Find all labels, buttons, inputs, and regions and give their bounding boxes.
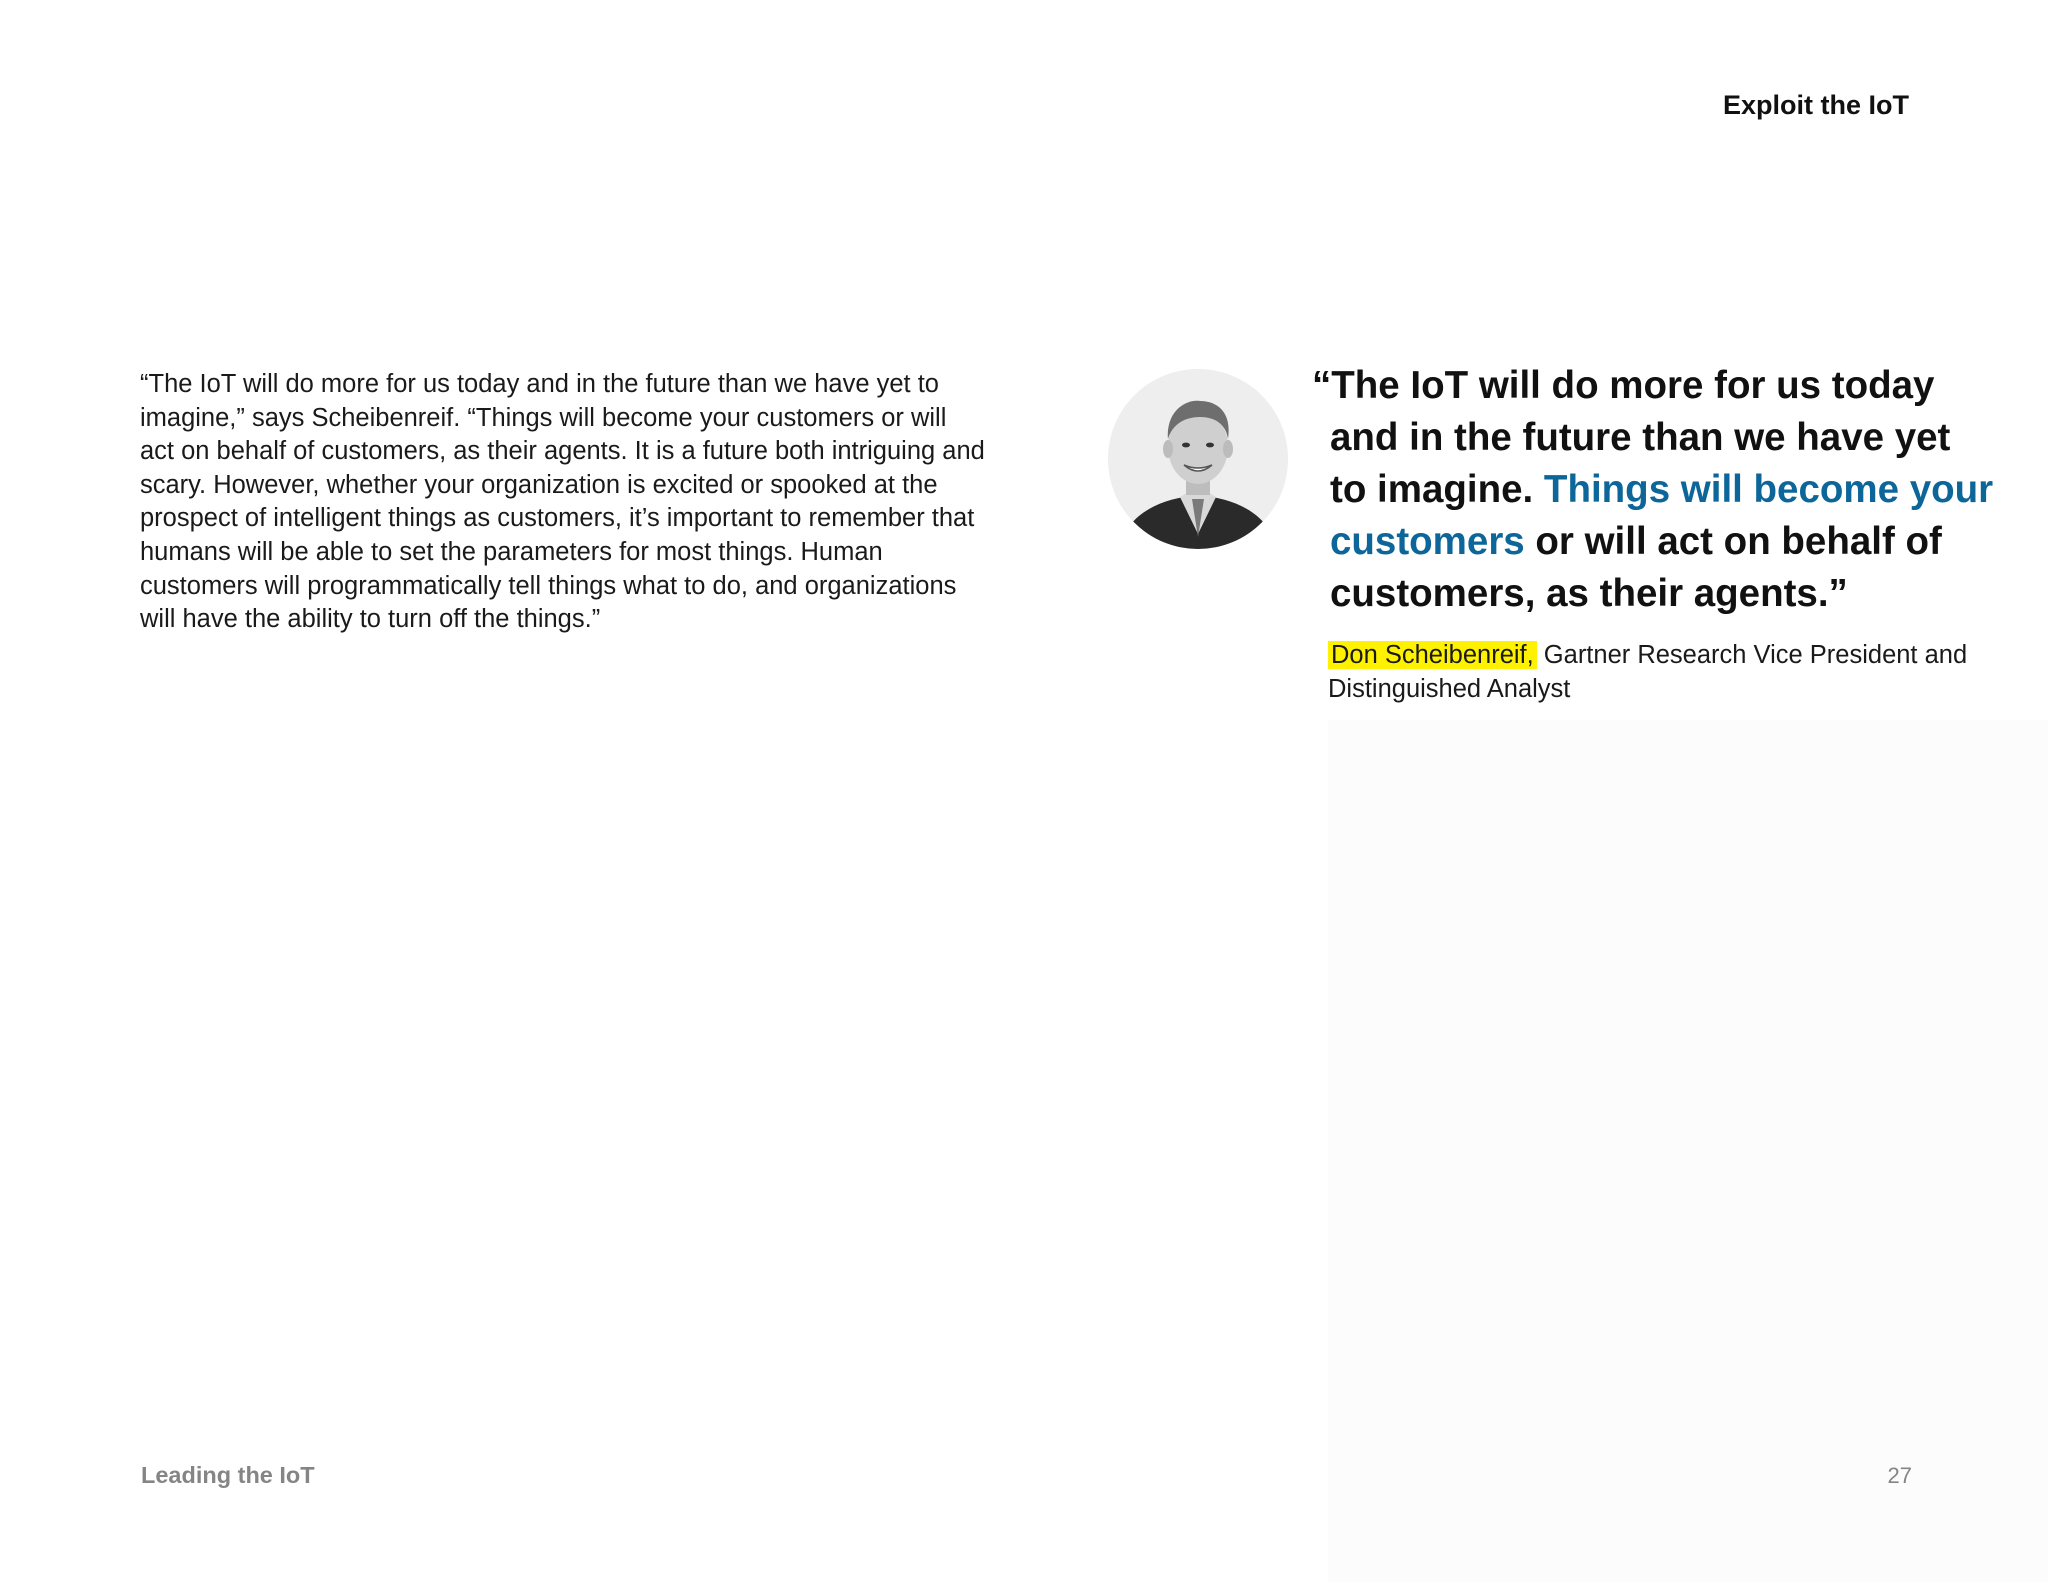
- pull-quote-text: or will act on behalf of: [1524, 520, 1942, 563]
- pull-quote-line: “The IoT will do more for us today: [1312, 364, 1935, 407]
- pull-quote-line: [1312, 464, 2012, 516]
- pull-quote: [1312, 360, 2012, 620]
- attribution-role: Gartner Research Vice President and Distinguished Analyst: [1328, 641, 1968, 703]
- pull-quote-line: [1312, 516, 2012, 568]
- pull-quote-highlight: Things will become your: [1543, 468, 1994, 511]
- pull-quote-line: customers, as their agents.”: [1330, 572, 1848, 615]
- person-portrait-icon: [1108, 369, 1288, 549]
- pull-quote-highlight: customers: [1330, 520, 1525, 563]
- sidebar-background: [1328, 720, 2048, 1582]
- pull-quote-text: to imagine.: [1330, 468, 1544, 511]
- body-paragraph: “The IoT will do more for us today and in the future than we have yet to imagine,” says Scheibenreif. “Things will become your customers or will act on behalf of customers, as their agents. It is a future both intriguing and scary. However, whether your organization is excited or spooked at the prospect of intelligent things as customers, it’s important to remember that humans will be able to set the parameters for most things. Human customers will programmatically tell things what to do, and organizations will have the ability to turn off the things.”: [140, 370, 985, 634]
- pull-quote-line: and in the future than we have yet: [1330, 416, 1951, 459]
- section-title: Exploit the IoT: [1723, 90, 1909, 120]
- author-portrait: [1108, 369, 1288, 549]
- attribution-name: Don Scheibenreif,: [1328, 641, 1537, 669]
- quote-attribution: [1328, 638, 1978, 706]
- page-number: 27: [1887, 1463, 1912, 1488]
- footer-publication-title: Leading the IoT: [141, 1462, 315, 1488]
